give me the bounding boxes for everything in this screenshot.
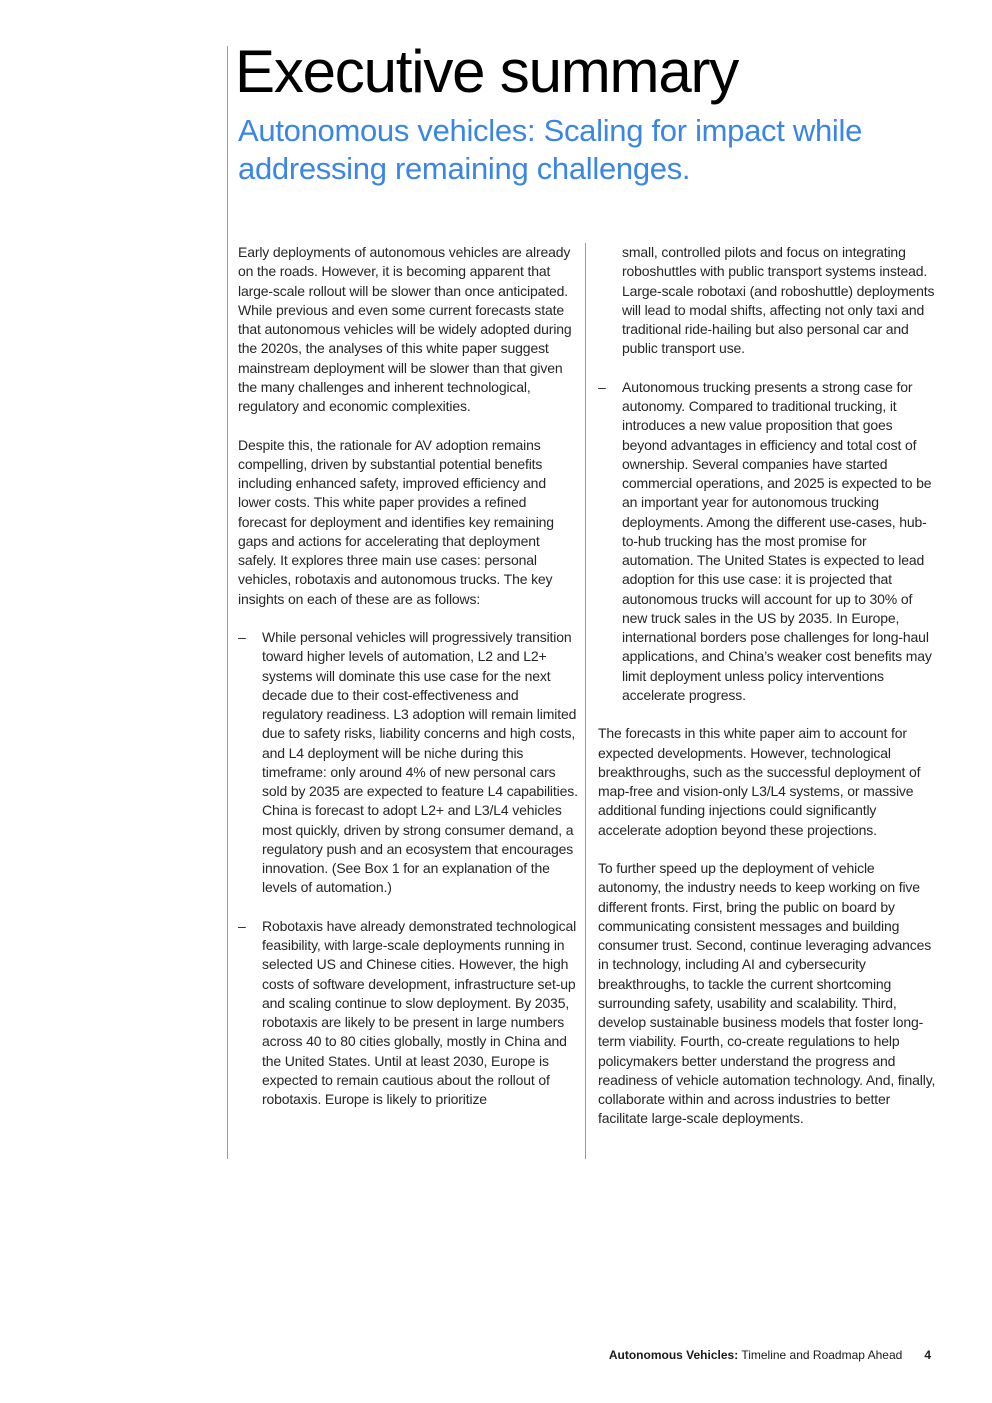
rationale-paragraph: Despite this, the rationale for AV adoption remains compelling, driven by substantial potential benefits including enhanced safety, improved efficiency and lower costs. This white paper provides a refined forecast for deployment and identifies key remaining gaps and actions for accelerating that deployment safely. It explores three main use cases: personal vehicles, robotaxis and autonomous trucks. The key insights on each of these are as follows: (238, 436, 554, 607)
page-number: 4 (924, 1348, 931, 1362)
bullet-text: small, controlled pilots and focus on integrating roboshuttles with public transport systems instead. Large-scale robotaxi (and roboshuttle) deployments will lead to modal shifts, affecting not only taxi and traditional ride-hailing but also personal car and public transport use. (622, 244, 935, 357)
page-footer (609, 1347, 931, 1363)
footer-report-title: Autonomous Vehicles: (608, 1348, 739, 1362)
bullet-robotaxis-continued (598, 243, 938, 359)
bullet-robotaxis (238, 917, 578, 1110)
bullet-dash: – (238, 917, 246, 934)
forecasts-paragraph: The forecasts in this white paper aim to account for expected developments. However, technological breakthroughs, such as the successful deployment of map-free and vision-only L3/L4 systems, or massive additional funding injections could significantly accelerate adoption beyond these projections. (598, 725, 921, 838)
bullet-text: While personal vehicles will progressively transition toward higher levels of automation, L2 and L2+ systems will dominate this use case for the next decade due to their cost-effectiveness and regulatory readiness. L3 adoption will remain limited due to safety risks, liability concerns and high costs, and L4 deployment will be niche during this timeframe: only around 4% of new personal cars sold by 2035 are expected to feature L4 capabilities. China is forecast to adopt L2+ and L3/L4 vehicles most quickly, driven by strong consumer demand, a regulatory push and an ecosystem that encourages innovation. (See Box 1 for an explanation of the levels of automation.) (262, 629, 578, 896)
bullet-dash: – (598, 378, 606, 395)
bullet-dash: – (238, 629, 246, 645)
bullet-text: Robotaxis have already demonstrated technological feasibility, with large-scale deployments running in selected US and Chinese cities. However, the high costs of software development, infrastructure set-up and scaling continue to slow deployment. By 2035, robotaxis are likely to be present in large numbers across 40 to 80 cities globally, mostly in China and the United States. Until at least 2030, Europe is expected to remain cautious about the rollout of robotaxis. Europe is likely to prioritize (262, 917, 577, 1107)
intro-paragraph: Early deployments of autonomous vehicles are already on the roads. However, it is becoming apparent that large-scale rollout will be slower than once anticipated. While previous and even some current forecasts state that autonomous vehicles will be widely adopted during the 2020s, the analyses of this white paper suggest mainstream deployment will be slower than that given the many challenges and inherent technological, regulatory and economic complexities. (238, 244, 572, 414)
page-title: Executive summary (235, 38, 739, 105)
bullet-text: Autonomous trucking presents a strong case for autonomy. Compared to traditional trucking, it introduces a new value proposition that goes beyond advantages in efficiency and total cost of ownership. Several companies have started commercial operations, and 2025 is expected to be an important year for autonomous trucking deployments. Among the different use-cases, hub-to-hub trucking has the most promise for automation. The United States is expected to lead adoption for this use case: it is projected that autonomous trucks will account for up to 30% of new truck sales in the US by 2035. In Europe, international borders pose challenges for long-haul applications, and China’s weaker cost benefits may limit deployment unless policy interventions accelerate progress. (622, 378, 932, 703)
right-text-column (598, 243, 938, 1148)
footer-report-subtitle: Timeline and Roadmap Ahead (738, 1348, 903, 1362)
left-vertical-rule (227, 46, 228, 1159)
bullet-personal-vehicles (238, 628, 578, 898)
bullet-autonomous-trucking (598, 378, 938, 705)
left-text-column (238, 243, 578, 1129)
page-subtitle: Autonomous vehicles: Scaling for impact while addressing remaining challenges. (238, 113, 863, 186)
column-divider-rule (585, 243, 586, 1159)
five-fronts-paragraph: To further speed up the deployment of vehicle autonomy, the industry needs to keep working on five different fronts. First, bring the public on board by communicating consistent messages and building consumer trust. Second, continue leveraging advances in technology, including AI and cybersecurity breakthroughs, to tackle the current shortcoming surrounding safety, usability and scalability. Third, develop sustainable business models that foster long-term viability. Fourth, co-create regulations to help policymakers better understand the progress and readiness of vehicle automation technology. And, finally, collaborate within and across industries to better facilitate large-scale deployments. (598, 860, 936, 1127)
